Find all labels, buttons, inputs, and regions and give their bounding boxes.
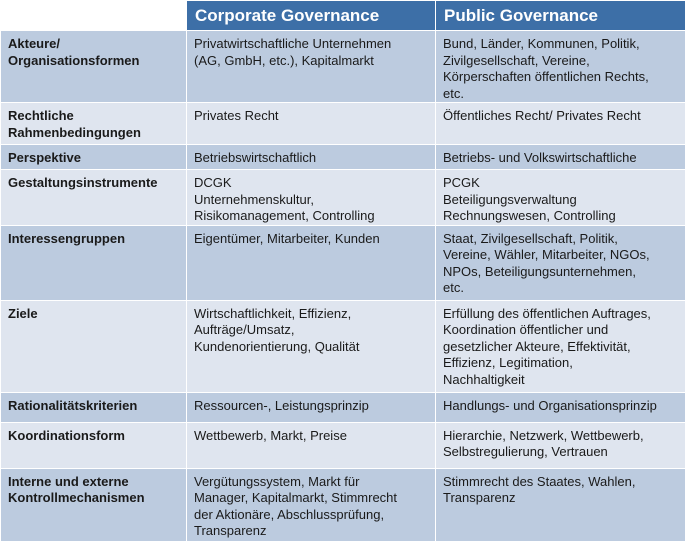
public-cell [436,225,685,300]
table-row [1,170,685,226]
public-text: Rechnungswesen, Controlling [443,208,616,223]
corporate-text: Ressourcen-, Leistungsprinzip [194,397,369,413]
public-cell [436,300,685,392]
header-public-governance: Public Governance [436,1,685,31]
row-label: Kontrollmechanismen [8,490,145,505]
corporate-text: (AG, GmbH, etc.), Kapitalmarkt [194,52,374,68]
row-label: Interessengruppen [8,230,126,246]
corporate-text: Transparenz [194,523,267,538]
header-corporate-governance: Corporate Governance [187,1,436,31]
public-text: Staat, Zivilgesellschaft, Politik, [443,230,618,246]
public-text: NPOs, Beteiligungsunternehmen, [443,263,636,279]
row-label: Koordinationsform [8,427,125,443]
public-text: Vereine, Wähler, Mitarbeiter, NGOs, [443,247,650,262]
public-text: Zivilgesellschaft, Vereine, [443,52,590,68]
corporate-text: Eigentümer, Mitarbeiter, Kunden [194,230,380,246]
row-label-cell [1,145,187,170]
row-label: Gestaltungsinstrumente [8,175,158,190]
corporate-cell [187,145,436,170]
public-text: etc. [443,85,464,101]
corporate-cell [187,392,436,422]
row-label: Ziele [8,305,38,321]
public-cell [436,31,685,103]
corporate-cell [187,422,436,468]
corporate-text: DCGK [194,175,232,190]
row-label: Perspektive [8,150,81,165]
public-cell [436,103,685,145]
table-row [1,392,685,422]
corporate-text: der Aktionäre, Abschlussprüfung, [194,506,385,522]
corporate-cell [187,225,436,300]
table-row [1,145,685,170]
row-label-cell [1,225,187,300]
corporate-text: Wirtschaftlichkeit, Effizienz, [194,305,352,321]
row-label-cell [1,422,187,468]
header-corner-cell [1,1,187,31]
corporate-cell [187,468,436,541]
corporate-cell [187,300,436,392]
public-text: Bund, Länder, Kommunen, Politik, [443,36,640,51]
row-label: Akteure/ [8,36,61,51]
public-text: Stimmrecht des Staates, Wahlen, [443,473,636,489]
public-cell [436,170,685,226]
row-label-cell [1,31,187,103]
corporate-cell [187,170,436,226]
row-label: Interne und externe [8,473,129,489]
public-text: Erfüllung des öffentlichen Auftrages, [443,305,651,321]
public-text: Öffentliches Recht/ Privates Recht [443,108,641,123]
header-row [1,1,685,31]
public-text: PCGK [443,175,480,190]
public-text: Nachhaltigkeit [443,371,525,387]
corporate-cell [187,103,436,145]
row-label: Organisationsformen [8,52,140,68]
table-row [1,300,685,392]
table-row [1,422,685,468]
public-text: Effizienz, Legitimation, [443,355,573,370]
table-body [1,31,685,542]
table-row [1,468,685,541]
row-label: Rationalitätskriterien [8,397,138,413]
corporate-text: Risikomanagement, Controlling [194,208,375,223]
row-label-cell [1,392,187,422]
public-text: Selbstregulierung, Vertrauen [443,444,608,459]
public-text: Betriebs- und Volkswirtschaftliche [443,150,637,165]
corporate-text: Vergütungssystem, Markt für [194,473,360,489]
public-text: Koordination öffentlicher und [443,322,609,337]
public-text: Hierarchie, Netzwerk, Wettbewerb, [443,427,644,443]
corporate-text: Privatwirtschaftliche Unternehmen [194,36,392,51]
corporate-text: Privates Recht [194,108,279,123]
table-row [1,31,685,103]
public-cell [436,145,685,170]
corporate-text: Kundenorientierung, Qualität [194,338,360,354]
row-label-cell [1,468,187,541]
corporate-text: Aufträge/Umsatz, [194,322,295,337]
row-label: Rahmenbedingungen [8,124,141,140]
row-label-cell [1,170,187,226]
public-cell [436,392,685,422]
table-row [1,103,685,145]
row-label-cell [1,103,187,145]
table-row [1,225,685,300]
corporate-text: Wettbewerb, Markt, Preise [194,427,347,443]
public-cell [436,468,685,541]
public-text: Körperschaften öffentlichen Rechts, [443,69,649,84]
public-text: etc. [443,280,464,295]
corporate-text: Unternehmenskultur, [194,191,314,207]
corporate-text: Betriebswirtschaftlich [194,150,317,165]
public-cell [436,422,685,468]
corporate-text: Manager, Kapitalmarkt, Stimmrecht [194,490,398,505]
row-label-cell [1,300,187,392]
public-text: Handlungs- und Organisationsprinzip [443,397,657,413]
public-text: gesetzlicher Akteure, Effektivität, [443,338,631,354]
corporate-cell [187,31,436,103]
public-text: Beteiligungsverwaltung [443,191,577,207]
row-label: Rechtliche [8,108,74,123]
public-text: Transparenz [443,490,516,505]
